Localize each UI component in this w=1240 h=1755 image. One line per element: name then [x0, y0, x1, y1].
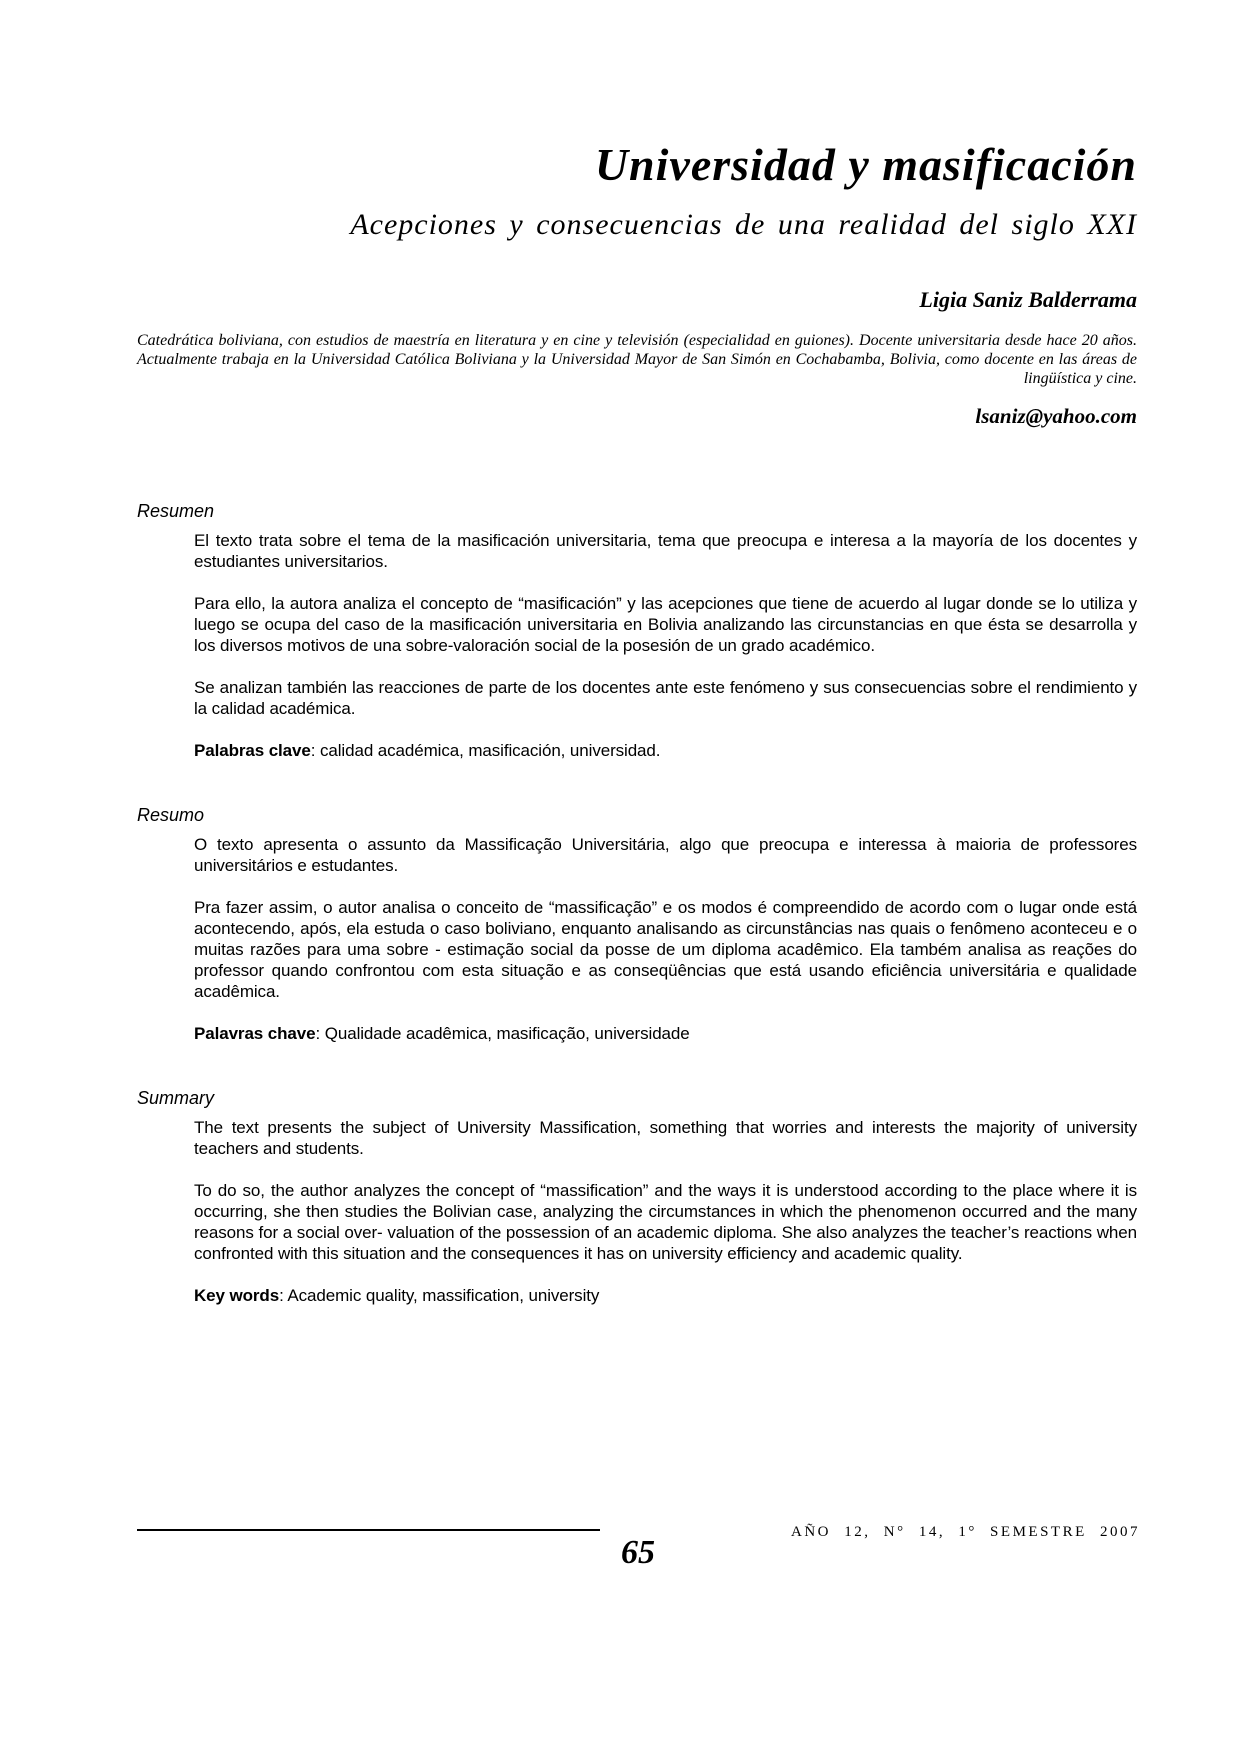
footer-rule	[137, 1529, 600, 1531]
resumen-paragraph-3: Se analizan también las reacciones de parte de los docentes ante este fenómeno y sus consecuencias sobre el rendimiento y la calidad académica.	[194, 677, 1137, 718]
article-subtitle: Acepciones y consecuencias de una realidad del siglo XXI	[350, 207, 1137, 241]
section-resumen	[137, 501, 1137, 761]
resumo-keywords-label: Palavras chave	[194, 1023, 316, 1043]
resumo-keywords-text: : Qualidade acadêmica, masificação, universidade	[315, 1023, 690, 1043]
summary-keywords	[137, 1285, 1137, 1306]
section-heading-resumo: Resumo	[137, 804, 205, 825]
issue-info: AÑO 12, N° 14, 1° SEMESTRE 2007	[790, 1524, 1140, 1540]
section-heading-resumen: Resumen	[137, 500, 215, 521]
resumen-paragraph-1: El texto trata sobre el tema de la masificación universitaria, tema que preocupa e interesa a la mayoría de los docentes y estudiantes universitarios.	[194, 530, 1137, 571]
article-title: Universidad y masificación	[594, 139, 1137, 190]
article-header	[0, 0, 1240, 429]
abstracts-container	[137, 501, 1137, 1306]
section-heading-summary: Summary	[137, 1087, 215, 1108]
author-name: Ligia Saniz Balderrama	[919, 286, 1137, 312]
resumen-paragraph-2: Para ello, la autora analiza el concepto de “masificación” y las acepciones que tiene de acuerdo al lugar donde se lo utiliza y luego se ocupa del caso de la masificación universitaria en Bolivia analizando las circunstancias en que ésta se desarrolla y los diversos motivos de una sobre-valoración social de la posesión de un grado académico.	[194, 593, 1137, 655]
resumo-paragraph-1: O texto apresenta o assunto da Massificação Universitária, algo que preocupa e interessa à maioria de professores universitários e estudantes.	[194, 834, 1137, 875]
resumo-keywords	[137, 1023, 1137, 1044]
section-resumo	[137, 805, 1137, 1044]
resumen-keywords-label: Palabras clave	[194, 740, 311, 760]
summary-paragraph-1: The text presents the subject of University Massification, something that worries and interests the majority of university teachers and students.	[194, 1117, 1137, 1158]
page-number: 65	[621, 1534, 655, 1571]
resumo-paragraph-2: Pra fazer assim, o autor analisa o conceito de “massificação” e os modos é compreendido de acordo com o lugar onde está acontecendo, após, ela estuda o caso boliviano, enquanto analisando as circunstâncias nas quais o fenômeno aconteceu e o muitas razões para uma sobre - estimação social da posse de um diploma acadêmico. Ela também analisa as reações do professor quando confrontou com esta situação e as conseqüências que está usando eficiência universitária e qualidade acadêmica.	[194, 897, 1137, 1001]
summary-paragraph-2: To do so, the author analyzes the concept of “massification” and the ways it is understood according to the place where it is occurring, she then studies the Bolivian case, analyzing the circumstances in which the phenomenon occurred and the many reasons for a social over- valuation of the possession of an academic diploma. She also analyzes the teacher’s reactions when confronted with this situation and the consequences it has on university efficiency and academic quality.	[194, 1180, 1137, 1263]
summary-keywords-text: : Academic quality, massification, university	[279, 1285, 600, 1305]
section-summary	[137, 1088, 1137, 1306]
author-email: lsaniz@yahoo.com	[975, 403, 1137, 428]
resumen-keywords	[137, 740, 1137, 761]
author-bio: Catedrática boliviana, con estudios de maestría en literatura y en cine y televisión (especialidad en guiones). Docente universitaria desde hace 20 años. Actualmente trabaja en la Universidad Católica Boliviana y la Universidad Mayor de San Simón en Cochabamba, Bolivia, como docente en las áreas de lingüística y cine.	[137, 331, 1137, 387]
resumen-keywords-text: : calidad académica, masificación, universidad.	[310, 740, 661, 760]
summary-keywords-label: Key words	[194, 1285, 280, 1305]
